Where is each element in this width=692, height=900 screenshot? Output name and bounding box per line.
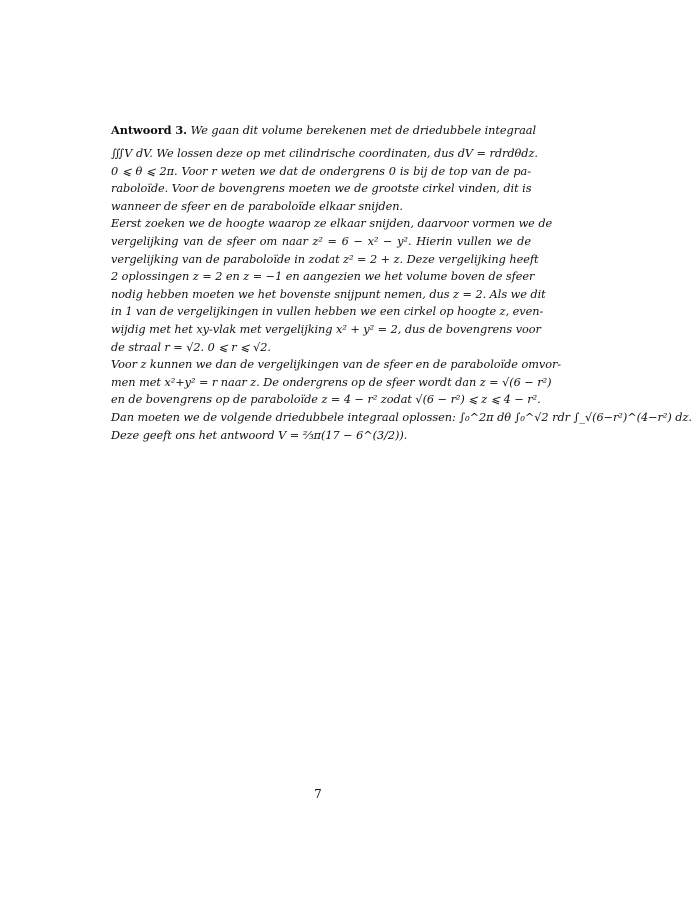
line-text: Deze geeft ons het antwoord V = ⅔π(17 − 6^(3/2)). [111, 428, 408, 442]
line-text: wanneer de sfeer en de paraboloïde elkaar snijden. [111, 199, 403, 213]
text-line [111, 163, 531, 181]
line-text: Dan moeten we de volgende driedubbele integraal oplossen: ∫₀^2π dθ ∫₀^√2 rdr ∫_√(6−r²)^(4−r²) dz. [111, 410, 692, 424]
text-line [111, 374, 552, 392]
answer-block [111, 122, 692, 444]
answer-heading: Antwoord 3. [111, 123, 188, 137]
text-line [111, 268, 535, 286]
text-line [111, 321, 541, 339]
text-line [111, 303, 544, 321]
text-line [111, 122, 537, 140]
text-line [111, 427, 531, 445]
line-text: vergelijking van de paraboloïde in zodat z² = 2 + z. Deze vergelijking heeft [111, 252, 539, 266]
text-line [111, 286, 546, 304]
line-text: Voor z kunnen we dan de vergelijkingen van de sfeer en de paraboloïde omvor- [111, 358, 562, 372]
line-text: We gaan dit volume berekenen met de driedubbele integraal [190, 124, 537, 137]
text-line [111, 180, 531, 198]
line-text: ∭V dV. We lossen deze op met cilindrische coordinaten, dus dV = rdrdθdz. [111, 146, 538, 160]
line-text: 2 oplossingen z = 2 en z = −1 en aangezien we het volume boven de sfeer [111, 270, 535, 284]
line-text: Eerst zoeken we de hoogte waarop ze elkaar snijden, daarvoor vormen we de [111, 217, 553, 231]
line-text: in 1 van de vergelijkingen in vullen hebben we een cirkel op hoogte z, even- [111, 305, 544, 319]
page-number: 7 [314, 787, 322, 801]
text-line [111, 140, 538, 163]
text-line [111, 356, 562, 374]
text-line [111, 215, 553, 233]
text-line [111, 339, 531, 357]
line-text: en de bovengrens op de paraboloïde z = 4 − r² zodat √(6 − r²) ⩽ z ⩽ 4 − r². [111, 393, 541, 407]
text-line [111, 251, 539, 269]
text-line [111, 233, 531, 251]
text-line [111, 198, 531, 216]
line-text: wijdig met het xy-vlak met vergelijking x² + y² = 2, dus de bovengrens voor [111, 322, 541, 336]
text-line [111, 391, 541, 409]
line-text: vergelijking van de sfeer om naar z² = 6 − x² − y². Hierin vullen we de [111, 234, 531, 248]
line-text: raboloïde. Voor de bovengrens moeten we de grootste cirkel vinden, dit is [111, 182, 532, 196]
line-text: men met x²+y² = r naar z. De ondergrens op de sfeer wordt dan z = √(6 − r²) [111, 375, 552, 389]
line-text: de straal r = √2. 0 ⩽ r ⩽ √2. [111, 340, 271, 354]
line-text: 0 ⩽ θ ⩽ 2π. Voor r weten we dat de ondergrens 0 is bij de top van de pa- [111, 164, 531, 178]
line-text: nodig hebben moeten we het bovenste snijpunt nemen, dus z = 2. Als we dit [111, 287, 546, 301]
text-line [111, 409, 692, 427]
